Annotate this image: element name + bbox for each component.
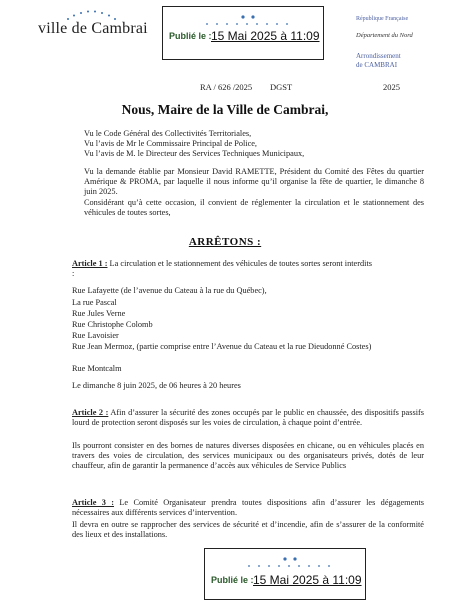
street-item: Rue Jules Verne bbox=[72, 309, 126, 318]
considerant-paragraph: Considérant qu’à cette occasion, il convient de réglementer la circulation et le stationnement des véhicules de toutes sortes, bbox=[84, 198, 424, 217]
street-item: Rue Montcalm bbox=[72, 364, 122, 373]
publication-stamp-bottom bbox=[204, 548, 366, 600]
schedule-text: Le dimanche 8 juin 2025, de 06 heures à 20 heures bbox=[72, 381, 241, 390]
article-2-continued: Ils pourront consister en des bornes de natures diverses disposées en chicane, ou en véhicules placés en travers des voies de circulation, des services municipaux ou des organisateurs privés, dotés de leur chauffeur, afin de garantir la permanence d’accès aux véhicules de Service Publics bbox=[72, 441, 424, 470]
street-item: Rue Christophe Colomb bbox=[72, 320, 153, 329]
article-1: Article 1 : La circulation et le stationnement des véhicules de toutes sortes seront interdits : bbox=[72, 259, 372, 278]
article-3: Article 3 : Le Comité Organisateur prendra toutes dispositions afin d’assurer les dégagements nécessaires aux différents services d’intervention. bbox=[72, 498, 424, 517]
article-3-label: Article 3 : bbox=[72, 498, 115, 507]
street-item: Rue Jean Mermoz, (partie comprise entre l’Avenue du Cateau et la rue Dieudonné Costes) bbox=[72, 342, 372, 351]
reference-year: 2025 bbox=[383, 82, 400, 92]
departement-label: Département du Nord bbox=[356, 32, 413, 39]
visa-line: Vu l’avis de M. le Directeur des Services Techniques Municipaux, bbox=[84, 149, 305, 158]
visa-line: Vu l’avis de Mr le Commissaire Principal de Police, bbox=[84, 139, 258, 148]
stamp-dots-icon bbox=[203, 12, 293, 26]
visa-line: Vu le Code Général des Collectivités Territoriales, bbox=[84, 129, 252, 138]
republique-label: République Française bbox=[356, 16, 409, 22]
article-1-label: Article 1 : bbox=[72, 259, 108, 268]
arrondissement-label: Arrondissement bbox=[356, 52, 401, 60]
stamp-date: 15 Mai 2025 à 11:09 bbox=[211, 29, 320, 43]
article-3-continued: Il devra en outre se rapprocher des services de sécurité et d’incendie, afin de s’assurer de la conformité des lieux et des installations. bbox=[72, 520, 424, 539]
street-item: Rue Lafayette (de l’avenue du Cateau à la rue du Québec), bbox=[72, 286, 267, 295]
stamp-date: 15 Mai 2025 à 11:09 bbox=[253, 573, 362, 587]
article-2-label: Article 2 : bbox=[72, 408, 109, 417]
arretons-heading: ARRÊTONS : bbox=[188, 236, 262, 248]
stamp-label: Publié le : bbox=[211, 575, 254, 585]
arrondissement-name: de CAMBRAI bbox=[356, 61, 398, 69]
city-logo: ville de Cambrai bbox=[38, 20, 148, 37]
street-item: Rue Lavoisier bbox=[72, 331, 119, 340]
reference-code: RA / 626 /2025 bbox=[200, 82, 253, 92]
street-item: La rue Pascal bbox=[72, 298, 117, 307]
stamp-dots-icon bbox=[245, 554, 335, 568]
stamp-label: Publié le : bbox=[169, 31, 212, 41]
article-2: Article 2 : Afin d’assurer la sécurité des zones occupés par le public en chaussée, des dispositifs passifs lourd de protection seront disposés sur les voies de circulation, à chaque point d’entrée. bbox=[72, 408, 424, 427]
reference-service: DGST bbox=[270, 82, 293, 92]
page-title: Nous, Maire de la Ville de Cambrai, bbox=[121, 102, 329, 117]
demande-paragraph: Vu la demande établie par Monsieur David RAMETTE, Président du Comité des Fêtes du quartier Amérique & PROMA, par laquelle il nous informe qu’il organise la fête de quartier, le dimanche 8 juin 2025. bbox=[84, 167, 424, 196]
publication-stamp bbox=[162, 6, 324, 60]
